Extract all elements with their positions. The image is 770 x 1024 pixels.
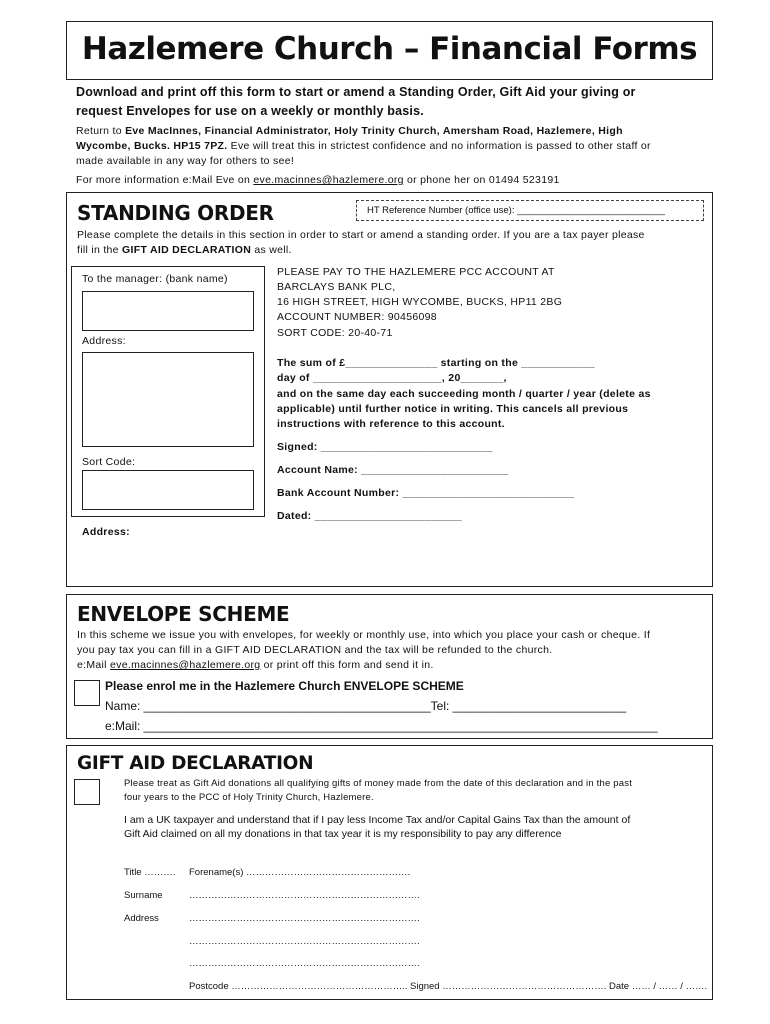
envelope-enrol-label: Please enrol me in the Hazlemere Church ENVELOPE SCHEME xyxy=(105,679,464,693)
desc2-a: fill in the xyxy=(77,244,123,256)
gift-aid-taxpayer-2: Gift Aid claimed on all my donations in that tax year it is my responsibility to pay any difference xyxy=(124,828,562,840)
standing-order-section xyxy=(66,192,713,587)
envelope-enrol-checkbox[interactable] xyxy=(74,680,100,706)
pay-line-2: BARCLAYS BANK PLC, xyxy=(277,281,396,293)
pay-line-3: 16 HIGH STREET, HIGH WYCOMBE, BUCKS, HP11 2BG xyxy=(277,296,563,308)
bank-name-input[interactable] xyxy=(82,291,254,331)
sort-code-label: Sort Code: xyxy=(82,456,136,468)
return-address-2: Wycombe, Bucks. HP15 7PZ. xyxy=(76,140,228,152)
gift-aid-address-label: Address xyxy=(124,913,159,924)
gift-aid-signed-date-field[interactable]: Signed ……………………………………………. Date …… / …… / ……. xyxy=(410,981,708,992)
desc2-c: as well. xyxy=(251,244,292,256)
info-line xyxy=(76,174,560,186)
envelope-section xyxy=(66,594,713,739)
ht-reference-field[interactable] xyxy=(356,200,704,221)
standing-order-heading: STANDING ORDER xyxy=(77,201,274,225)
page-title: Hazlemere Church – Financial Forms xyxy=(81,31,698,67)
return-prefix: Return to xyxy=(76,125,126,137)
dated-field[interactable]: Dated: ________________________ xyxy=(277,510,463,522)
pay-line-1: PLEASE PAY TO THE HAZLEMERE PCC ACCOUNT AT xyxy=(277,266,555,278)
sum-line-1: The sum of £_______________ starting on the ____________ xyxy=(277,357,595,369)
sum-line-5: instructions with reference to this account. xyxy=(277,418,505,430)
gift-aid-heading: GIFT AID DECLARATION xyxy=(77,753,314,774)
envelope-desc-2: you pay tax you can fill in a GIFT AID DECLARATION and the tax will be refunded to the church. xyxy=(77,644,553,656)
gift-aid-treat-2: four years to the PCC of Holy Trinity Church, Hazlemere. xyxy=(124,792,374,803)
pay-line-4: ACCOUNT NUMBER: 90456098 xyxy=(277,311,437,323)
bank-account-number-field[interactable]: Bank Account Number: ____________________________ xyxy=(277,487,575,499)
envelope-desc-3-suffix: or print off this form and send it in. xyxy=(260,659,434,671)
bank-address-input[interactable] xyxy=(82,352,254,447)
envelope-email-field[interactable]: e:Mail: _____________________________________________________________________________ xyxy=(105,719,658,733)
return-rest: Eve will treat this in strictest confidence and no information is passed to other staff or xyxy=(227,140,651,152)
gift-aid-forename-field[interactable]: Forename(s) ……………………………………………. xyxy=(189,867,411,878)
gift-aid-address-field-1[interactable]: ………………………………………………………………. xyxy=(189,913,420,924)
gift-aid-address-field-2[interactable]: ………………………………………………………………. xyxy=(189,936,420,947)
envelope-email-link[interactable]: eve.macinnes@hazlemere.org xyxy=(110,659,261,671)
gift-aid-treat-1: Please treat as Gift Aid donations all qualifying gifts of money made from the date of this declaration and in the past xyxy=(124,778,633,789)
account-name-field[interactable]: Account Name: ________________________ xyxy=(277,464,509,476)
envelope-heading: ENVELOPE SCHEME xyxy=(77,602,290,626)
standing-order-desc-1: Please complete the details in this section in order to start or amend a standing order. If you are a tax payer please xyxy=(77,229,645,241)
return-line-2 xyxy=(76,140,651,152)
info-email-link[interactable]: eve.macinnes@hazlemere.org xyxy=(253,174,404,186)
header-box xyxy=(66,21,713,80)
ht-reference-label: HT Reference Number (office use): ____________________________ xyxy=(367,205,666,216)
gift-aid-section xyxy=(66,745,713,1000)
info-prefix: For more information e:Mail Eve on xyxy=(76,174,254,186)
gift-aid-taxpayer-1: I am a UK taxpayer and understand that if I pay less Income Tax and/or Capital Gains Tax than the amount of xyxy=(124,814,631,826)
gift-aid-address-field-3[interactable]: ………………………………………………………………. xyxy=(189,958,420,969)
sort-code-input[interactable] xyxy=(82,470,254,510)
signed-field[interactable]: Signed: ____________________________ xyxy=(277,441,493,453)
gift-aid-title-field[interactable]: Title ………. xyxy=(124,867,176,878)
manager-label: To the manager: (bank name) xyxy=(82,273,228,285)
address-bottom-label: Address: xyxy=(82,526,130,538)
sum-line-2: day of _____________________, 20_______, xyxy=(277,372,507,384)
gift-aid-surname-label: Surname xyxy=(124,890,163,901)
envelope-desc-3 xyxy=(77,659,434,671)
desc2-b: GIFT AID DECLARATION xyxy=(122,244,252,256)
intro-line-1: Download and print off this form to start or amend a Standing Order, Gift Aid your giving or xyxy=(76,85,636,99)
info-suffix: or phone her on 01494 523191 xyxy=(403,174,560,186)
envelope-desc-1: In this scheme we issue you with envelopes, for weekly or monthly use, into which you place your cash or cheque. If xyxy=(77,629,651,641)
sum-line-3: and on the same day each succeeding month / quarter / year (delete as xyxy=(277,388,651,400)
return-line-1 xyxy=(76,125,623,137)
standing-order-desc-2 xyxy=(77,244,292,256)
bank-details-panel xyxy=(71,266,265,517)
envelope-name-tel-field[interactable]: Name: ___________________________________________Tel: __________________________ xyxy=(105,699,627,713)
address-label: Address: xyxy=(82,335,126,347)
gift-aid-checkbox[interactable] xyxy=(74,779,100,805)
return-line-3: made available in any way for others to see! xyxy=(76,155,295,167)
pay-line-5: SORT CODE: 20-40-71 xyxy=(277,327,393,339)
intro-line-2: request Envelopes for use on a weekly or monthly basis. xyxy=(76,104,424,118)
envelope-desc-3-prefix: e:Mail xyxy=(77,659,111,671)
return-address-1: Eve MacInnes, Financial Administrator, Holy Trinity Church, Amersham Road, Hazlemere, High xyxy=(125,125,623,137)
sum-line-4: applicable) until further notice in writing. This cancels all previous xyxy=(277,403,629,415)
gift-aid-surname-field[interactable]: ………………………………………………………………. xyxy=(189,890,420,901)
gift-aid-postcode-field[interactable]: Postcode ……………………………………………….. xyxy=(189,981,408,992)
